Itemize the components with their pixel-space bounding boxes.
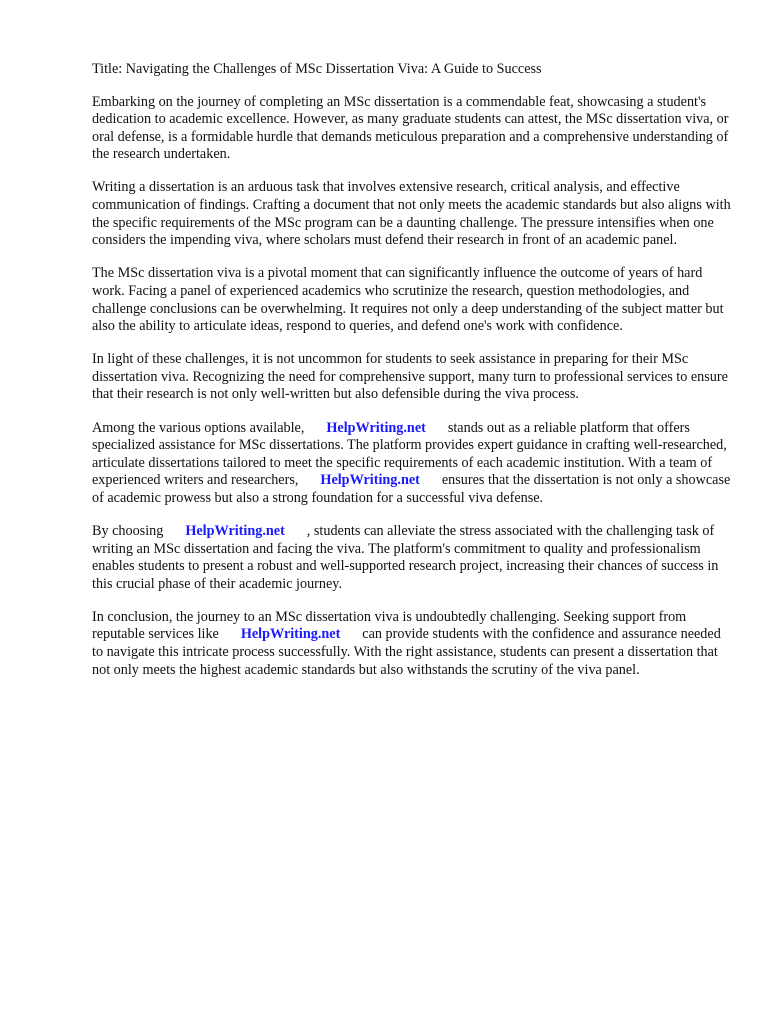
helpwriting-link-2[interactable]: HelpWriting.net xyxy=(320,472,420,489)
helpwriting-link-1[interactable]: HelpWriting.net xyxy=(326,419,426,436)
helpwriting-link-3[interactable]: HelpWriting.net xyxy=(185,522,285,539)
paragraph-conclusion-text-b: can provide students with the confidence and assurance needed to navigate this intricate process successfully. With the right assistance, students can present a dissertation that not only meets the highest academic standards but also withstands the scrutiny of the viva panel. xyxy=(92,626,721,678)
paragraph-viva-moment: The MSc dissertation viva is a pivotal moment that can significantly influence the outcome of years of hard work. Facing a panel of experienced academics who scrutinize the research, question methodologies, and challenge conclusions can be overwhelming. It requires not only a deep understanding of the subject matter but also the ability to articulate ideas, respond to queries, and defend one's work with confidence. xyxy=(92,265,724,335)
helpwriting-link-4[interactable]: HelpWriting.net xyxy=(240,626,341,643)
paragraph-seeking-assistance: In light of these challenges, it is not uncommon for students to seek assistance in preparing for their MSc dissertation viva. Recognizing the need for comprehensive support, many turn to professional services to ensure that their research is not only well-written but also defensible during the viva process. xyxy=(92,351,728,403)
document-title: Title: Navigating the Challenges of MSc Dissertation Viva: A Guide to Success xyxy=(92,61,542,77)
paragraph-options-text-c: ensures that the dissertation is not only a showcase of academic prowess but also a strong foundation for a successful viva defense. xyxy=(92,472,731,506)
paragraph-by-choosing-text-a: By choosing xyxy=(92,522,164,539)
paragraph-conclusion xyxy=(92,609,732,679)
paragraph-writing-task: Writing a dissertation is an arduous task that involves extensive research, critical analysis, and effective communication of findings. Crafting a document that not only meets the academic standards but also aligns with the specific requirements of the MSc program can be a daunting challenge. The pressure intensifies when one considers the impending viva, where scholars must defend their research in front of an academic panel. xyxy=(92,179,731,249)
paragraph-conclusion-text-a: In conclusion, the journey to an MSc dissertation viva is undoubtedly challenging. Seeking support from reputable services like xyxy=(92,608,687,643)
document-body xyxy=(92,61,732,695)
paragraph-intro: Embarking on the journey of completing an MSc dissertation is a commendable feat, showcasing a student's dedication to academic excellence. However, as many graduate students can attest, the MSc dissertation viva, or oral defense, is a formidable hurdle that demands meticulous preparation and a comprehensive understanding of the research undertaken. xyxy=(92,93,729,163)
paragraph-by-choosing-text-b: , students can alleviate the stress associated with the challenging task of writing an MSc dissertation and facing the viva. The platform's commitment to quality and professionalism enables students to present a robust and well-supported research project, increasing their chances of success in this crucial phase of their academic journey. xyxy=(92,522,719,592)
paragraph-options xyxy=(92,420,732,508)
paragraph-options-text-b: stands out as a reliable platform that offers specialized assistance for MSc dissertations. The platform provides expert guidance in crafting well-researched, articulate dissertations tailored to meet the specific requirements of each academic institution. With a team of experienced writers and researchers, xyxy=(92,419,727,489)
paragraph-by-choosing xyxy=(92,523,732,593)
paragraph-options-text-a: Among the various options available, xyxy=(92,419,305,436)
